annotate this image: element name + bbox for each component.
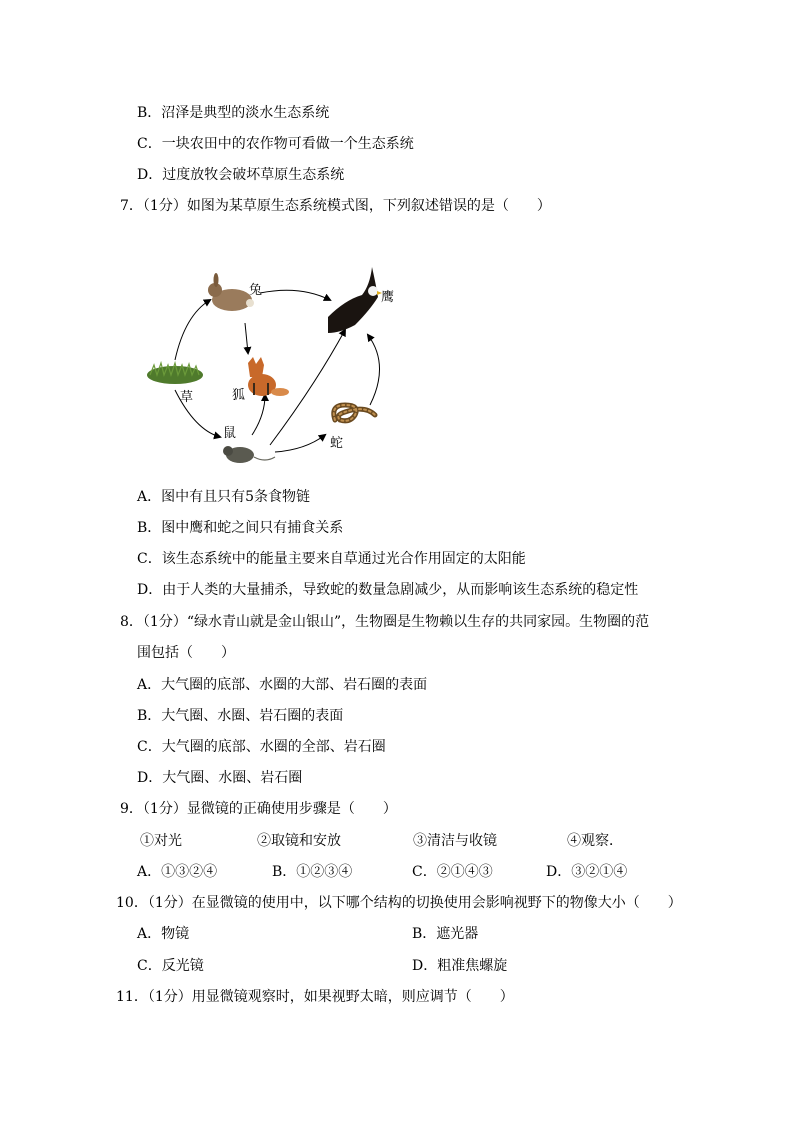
- label-rabbit: 兔: [249, 283, 263, 298]
- q8-option-c: C．大气圈的底部、水圈的全部、岩石圈: [137, 739, 386, 755]
- q9-step-1: ①对光: [140, 833, 182, 849]
- fox-icon: [248, 357, 289, 396]
- q10-option-d: D．粗准焦螺旋: [412, 958, 508, 974]
- snake-icon: [334, 405, 375, 421]
- q7-option-b: B．图中鹰和蛇之间只有捕食关系: [137, 520, 344, 536]
- q7-option-d: D．由于人类的大量捕杀，导致蛇的数量急剧减少，从而影响该生态系统的稳定性: [137, 582, 639, 598]
- q11-stem: 11．（1分）用显微镜观察时，如果视野太暗，则应调节（ ）: [116, 989, 514, 1005]
- arrow-mouse-snake: [275, 435, 325, 452]
- grass-icon: [147, 363, 203, 384]
- label-mouse: 鼠: [223, 426, 237, 441]
- arrow-rabbit-fox: [245, 323, 248, 353]
- arrow-mouse-fox: [252, 395, 265, 435]
- label-eagle: 鹰: [381, 290, 395, 305]
- q9-option-b: B．①②③④: [272, 864, 353, 880]
- q9-option-c: C．②①④③: [412, 864, 493, 880]
- q8-option-a: A．大气圈的底部、水圈的大部、岩石圈的表面: [137, 677, 428, 693]
- q9-stem: 9．（1分）显微镜的正确使用步骤是（ ）: [120, 801, 397, 817]
- q9-step-4: ④观察．: [567, 833, 623, 849]
- q9-option-d: D．③②①④: [546, 864, 628, 880]
- q6-option-c: C．一块农田中的农作物可看做一个生态系统: [137, 136, 414, 152]
- q9-option-a: A．①③②④: [137, 864, 218, 880]
- arrow-rabbit-eagle: [260, 290, 330, 300]
- arrow-grass-rabbit: [175, 300, 210, 360]
- mouse-icon: [223, 446, 275, 463]
- q8-stem-line2: 围包括（ ）: [137, 645, 235, 661]
- q10-option-a: A．物镜: [137, 926, 190, 942]
- q8-option-d: D．大气圈、水圈、岩石圈: [137, 770, 303, 786]
- q6-option-b: B．沼泽是典型的淡水生态系统: [137, 105, 330, 121]
- food-web-diagram: [140, 255, 400, 470]
- q10-stem: 10．（1分）在显微镜的使用中，以下哪个结构的切换使用会影响视野下的物像大小（ ）: [116, 895, 682, 911]
- food-web-svg: [140, 255, 400, 470]
- label-grass: 草: [180, 390, 194, 405]
- q9-step-3: ③清洁与收镜: [413, 833, 497, 849]
- arrow-snake-eagle: [368, 335, 380, 405]
- label-fox: 狐: [232, 388, 246, 403]
- rabbit-icon: [208, 273, 254, 311]
- q7-option-a: A．图中有且只有5条食物链: [137, 489, 311, 505]
- q8-stem-line1: 8．（1分）“绿水青山就是金山银山”，生物圈是生物赖以生存的共同家园。生物圈的范: [120, 614, 650, 630]
- q7-option-c: C．该生态系统中的能量主要来自草通过光合作用固定的太阳能: [137, 551, 526, 567]
- q7-stem: 7．（1分）如图为某草原生态系统模式图，下列叙述错误的是（ ）: [120, 198, 551, 214]
- q10-option-b: B．遮光器: [412, 926, 479, 942]
- arrow-mouse-eagle: [270, 330, 345, 445]
- label-snake: 蛇: [330, 436, 344, 451]
- q10-option-c: C．反光镜: [137, 958, 204, 974]
- q6-option-d: D．过度放牧会破坏草原生态系统: [137, 167, 345, 183]
- q8-option-b: B．大气圈、水圈、岩石圈的表面: [137, 708, 344, 724]
- eagle-icon: [328, 267, 382, 333]
- q9-step-2: ②取镜和安放: [257, 833, 341, 849]
